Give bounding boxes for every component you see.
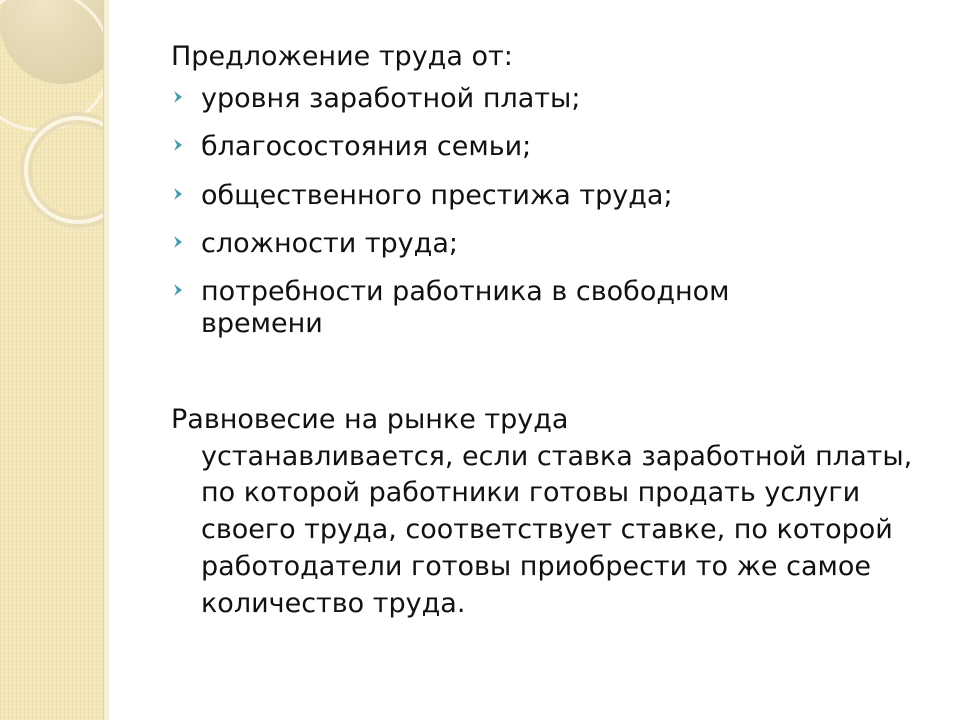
paragraph-body: устанавливается, если ставка заработной платы, по которой работники готовы продать услуги своего труда, соответствует ставке, по которой работодатели готовы приобрести то же самое количество труда.	[201, 440, 913, 619]
arrow-bullet-icon	[171, 137, 187, 153]
bullet-item	[171, 180, 673, 212]
bullet-item	[171, 83, 580, 115]
bullet-text: сложности труда;	[201, 228, 458, 259]
bullet-text: общественного престижа труда;	[201, 180, 673, 211]
bullet-item	[171, 131, 531, 163]
bullet-text: потребности работника в свободном	[201, 276, 730, 307]
arrow-bullet-icon	[171, 234, 187, 250]
bullet-item	[171, 228, 458, 260]
bullet-text-continuation: времени	[201, 308, 323, 339]
bullet-text: уровня заработной платы;	[201, 83, 581, 114]
paragraph-first-line: Равновесие на рынке труда	[171, 404, 569, 435]
slide-heading: Предложение труда от:	[171, 41, 513, 72]
equilibrium-paragraph	[171, 402, 921, 622]
arrow-bullet-icon	[171, 282, 187, 298]
arrow-bullet-icon	[171, 186, 187, 202]
bullet-item	[171, 276, 730, 340]
arrow-bullet-icon	[171, 89, 187, 105]
bullet-text: благосостояния семьи;	[201, 131, 532, 162]
